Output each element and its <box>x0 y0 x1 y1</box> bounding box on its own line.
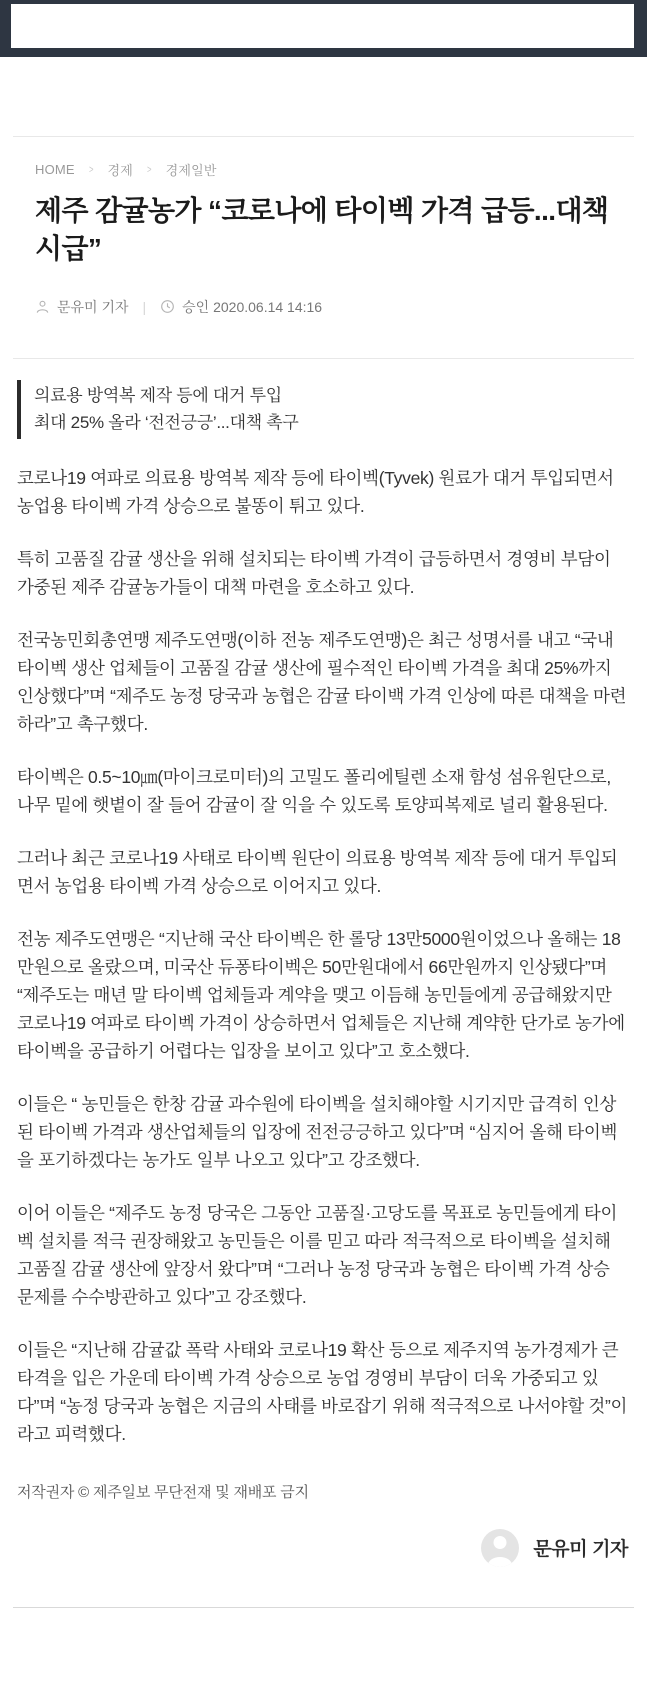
byline-author[interactable]: 문유미 기자 <box>57 298 129 315</box>
article-paragraph: 코로나19 여파로 의료용 방역복 제작 등에 타이벡(Tyvek) 원료가 대거 투입되면서 농업용 타이벡 가격 상승으로 불똥이 튀고 있다. <box>17 467 614 516</box>
article-paragraph: 특히 고품질 감귤 생산을 위해 설치되는 타이벡 가격이 급등하면서 경영비 부담이 가중된 제주 감귤농가들이 대책 마련을 호소하고 있다. <box>17 548 611 597</box>
site-header <box>0 0 647 57</box>
article-paragraph: 전국농민회총연맹 제주도연맹(이하 전농 제주도연맹)은 최근 성명서를 내고 “국내 타이벡 생산 업체들이 고품질 감귤 생산에 필수적인 타이벡 가격을 최대 25%까지 인상했다”며 “제주도 농정 당국과 농협은 감귤 타이백 가격 인상에 따른 대책을 마련하라”고 촉구했다. <box>17 629 627 734</box>
user-icon <box>35 299 50 314</box>
reporter-name[interactable]: 문유미 기자 <box>533 1539 628 1561</box>
article-head <box>13 160 634 317</box>
subhead-line: 의료용 방역복 제작 등에 대거 투입 <box>34 385 282 405</box>
top-divider <box>13 136 634 137</box>
article-paragraph: 이들은 “지난해 감귤값 폭락 사태와 코로나19 확산 등으로 제주지역 농가경제가 큰 타격을 입은 가운데 타이벡 가격 상승으로 농업 경영비 부담이 더욱 가중되고 있다”며 “농정 당국과 농협은 지금의 사태를 바로잡기 위해 적극적으로 나서야할 것”이라고 피력했다. <box>17 1339 628 1444</box>
article-paragraph: 전농 제주도연맹은 “지난해 국산 타이벡은 한 롤당 13만5000원이었으나 올해는 18만원으로 올랐으며, 미국산 듀퐁타이벡은 50만원대에서 66만원까지 인상됐다”며 “제주도는 매년 말 타이벡 업체들과 계약을 맺고 이듬해 농민들에게 공급해왔지만 코로나19 여파로 타이벡 가격이 상승하면서 업체들은 지난해 계약한 단가로 농가에 타이벡을 공급하기 어렵다는 입장을 보이고 있다”고 호소했다. <box>17 928 625 1061</box>
article-body <box>13 358 634 1567</box>
article-paragraph: 이어 이들은 “제주도 농정 당국은 그동안 고품질·고당도를 목표로 농민들에게 타이벡 설치를 적극 권장해왔고 농민들은 이를 믿고 따라 적극적으로 타이벡을 설치해 고품질 감귤 생산에 앞장서 왔다”며 “그러나 농정 당국과 농협은 타이벡 가격 상승 문제를 수수방관하고 있다”고 강조했다. <box>17 1202 618 1307</box>
article-paragraph: 타이벡은 0.5~10㎛(마이크로미터)의 고밀도 폴리에틸렌 소재 함성 섬유원단으로, 나무 밑에 햇볕이 잘 들어 감귤이 잘 익을 수 있도록 토양피복제로 널리 활용된다. <box>17 766 611 815</box>
byline-published: 승인 2020.06.14 14:16 <box>182 298 323 315</box>
header-banner <box>11 4 634 48</box>
avatar <box>481 1529 519 1567</box>
article-title: 제주 감귤농가 “코로나에 타이벡 가격 급등...대책 시급” <box>35 195 609 264</box>
byline <box>35 297 612 317</box>
breadcrumb <box>35 160 612 179</box>
bottom-spacer <box>13 1608 634 1690</box>
breadcrumb-home[interactable]: HOME <box>35 162 75 177</box>
byline-separator: | <box>142 298 147 315</box>
avatar-person-icon <box>494 1536 507 1549</box>
page-main <box>0 136 647 1690</box>
article-paragraph: 그러나 최근 코로나19 사태로 타이벡 원단이 의료용 방역복 제작 등에 대거 투입되면서 농업용 타이벡 가격 상승으로 이어지고 있다. <box>17 847 618 896</box>
reporter-card <box>17 1529 630 1567</box>
chevron-right-icon: > <box>146 163 152 176</box>
chevron-right-icon: > <box>88 163 94 176</box>
article-subhead <box>17 380 630 439</box>
breadcrumb-economy[interactable]: 경제 <box>107 163 133 178</box>
subhead-line: 최대 25% 올라 ‘전전긍긍’...대책 촉구 <box>34 413 299 433</box>
breadcrumb-economy-general[interactable]: 경제일반 <box>165 163 217 178</box>
copyright-notice: 저작권자 © 제주일보 무단전재 및 재배포 금지 <box>17 1483 309 1501</box>
clock-icon <box>160 299 175 314</box>
avatar-person-icon <box>488 1557 512 1567</box>
article-paragraph: 이들은 “ 농민들은 한창 감귤 과수원에 타이벡을 설치해야할 시기지만 급격히 인상된 타이벡 가격과 생산업체들의 입장에 전전긍긍하고 있다”며 “심지어 올해 타이벡을 포기하겠다는 농가도 일부 나오고 있다”고 강조했다. <box>17 1093 618 1170</box>
